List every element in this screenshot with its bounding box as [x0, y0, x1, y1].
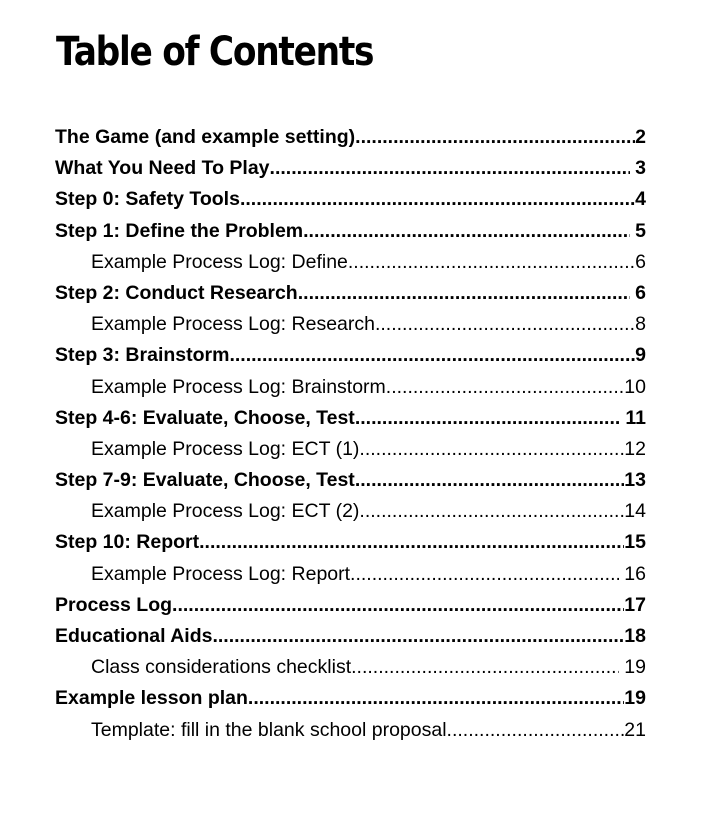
toc-entry[interactable]	[55, 527, 646, 558]
toc-entry-label: Step 0: Safety Tools	[55, 188, 240, 211]
toc-subentry[interactable]	[55, 559, 646, 590]
toc-entry[interactable]	[55, 465, 646, 496]
toc-page-number: 18	[624, 625, 646, 647]
toc-dot-leader	[348, 247, 635, 278]
toc-entry-label: Process Log	[55, 593, 173, 616]
toc-subentry[interactable]	[55, 715, 646, 746]
toc-entry[interactable]	[55, 216, 646, 247]
toc-dot-leader	[355, 465, 624, 496]
toc-dot-leader	[359, 496, 624, 527]
toc-entry-label: Step 7-9: Evaluate, Choose, Test	[55, 469, 355, 492]
toc-entry[interactable]	[55, 122, 646, 153]
toc-entry-label: Example Process Log: Research	[91, 313, 375, 336]
page-title: Table of Contents	[56, 29, 374, 75]
toc-entry[interactable]	[55, 278, 646, 309]
toc-page-number: 19	[624, 687, 646, 710]
toc-entry-label: Example Process Log: ECT (2)	[91, 500, 360, 523]
toc-dot-leader	[350, 559, 619, 590]
toc-dot-leader	[172, 590, 624, 621]
toc-entry-label: Example Process Log: Report	[91, 562, 351, 585]
toc-dot-leader	[199, 527, 624, 558]
table-of-contents	[55, 122, 646, 746]
toc-entry-label: What You Need To Play	[55, 157, 270, 180]
toc-dot-leader	[351, 652, 619, 683]
toc-entry-label: Educational Aids	[55, 625, 213, 647]
toc-page-number: 15	[624, 531, 646, 554]
toc-subentry[interactable]	[55, 652, 646, 683]
toc-page-number: 6	[635, 250, 646, 273]
toc-entry-label: Example lesson plan	[55, 687, 248, 710]
toc-page-number: 12	[624, 437, 646, 460]
toc-dot-leader	[359, 434, 624, 465]
toc-subentry[interactable]	[55, 372, 646, 403]
toc-page-number: 3	[629, 157, 646, 180]
toc-dot-leader	[270, 153, 630, 184]
toc-page-number: 17	[624, 593, 646, 616]
toc-page-number: 4	[635, 188, 646, 211]
toc-entry[interactable]	[55, 340, 646, 371]
toc-page-number: 8	[635, 313, 646, 336]
toc-entry-label: Example Process Log: Define	[91, 250, 348, 273]
toc-entry-label: Step 10: Report	[55, 531, 200, 554]
toc-entry[interactable]	[55, 184, 646, 215]
toc-subentry[interactable]	[55, 309, 646, 340]
toc-page-number: 11	[619, 406, 646, 429]
toc-page-number: 13	[624, 469, 646, 492]
toc-dot-leader	[240, 184, 635, 215]
toc-entry[interactable]	[55, 683, 646, 714]
toc-entry-label: Example Process Log: ECT (1)	[91, 437, 360, 460]
toc-entry-label: Example Process Log: Brainstorm	[91, 375, 386, 398]
toc-entry[interactable]	[55, 153, 646, 184]
toc-page-number: 16	[618, 562, 646, 585]
toc-entry-label: The Game (and example setting)	[55, 126, 356, 148]
toc-entry-label: Class considerations checklist	[91, 656, 352, 679]
toc-entry-label: Template: fill in the blank school proposal	[91, 718, 447, 741]
toc-dot-leader	[355, 403, 620, 434]
toc-page-number: 9	[635, 344, 646, 367]
toc-entry[interactable]	[55, 403, 646, 434]
toc-subentry[interactable]	[55, 434, 646, 465]
toc-page-number: 2	[635, 126, 646, 148]
toc-dot-leader	[375, 309, 635, 340]
toc-dot-leader	[303, 216, 630, 247]
toc-dot-leader	[248, 683, 624, 714]
toc-dot-leader	[355, 122, 635, 153]
toc-entry[interactable]	[55, 590, 646, 621]
toc-page-number: 5	[629, 219, 646, 242]
toc-page-number: 19	[618, 656, 646, 679]
toc-page-number: 10	[624, 375, 646, 398]
toc-dot-leader	[212, 621, 624, 652]
toc-page-number: 21	[624, 718, 646, 741]
toc-entry-label: Step 3: Brainstorm	[55, 344, 230, 367]
toc-subentry[interactable]	[55, 247, 646, 278]
toc-dot-leader	[298, 278, 630, 309]
toc-dot-leader	[447, 715, 625, 746]
toc-entry-label: Step 4-6: Evaluate, Choose, Test	[55, 406, 355, 429]
toc-page-number: 14	[624, 500, 646, 523]
toc-entry-label: Step 1: Define the Problem	[55, 219, 304, 242]
toc-dot-leader	[229, 340, 635, 371]
toc-entry[interactable]	[55, 621, 646, 652]
toc-page-number: 6	[629, 281, 646, 304]
toc-entry-label: Step 2: Conduct Research	[55, 281, 298, 304]
toc-subentry[interactable]	[55, 496, 646, 527]
toc-dot-leader	[386, 372, 625, 403]
